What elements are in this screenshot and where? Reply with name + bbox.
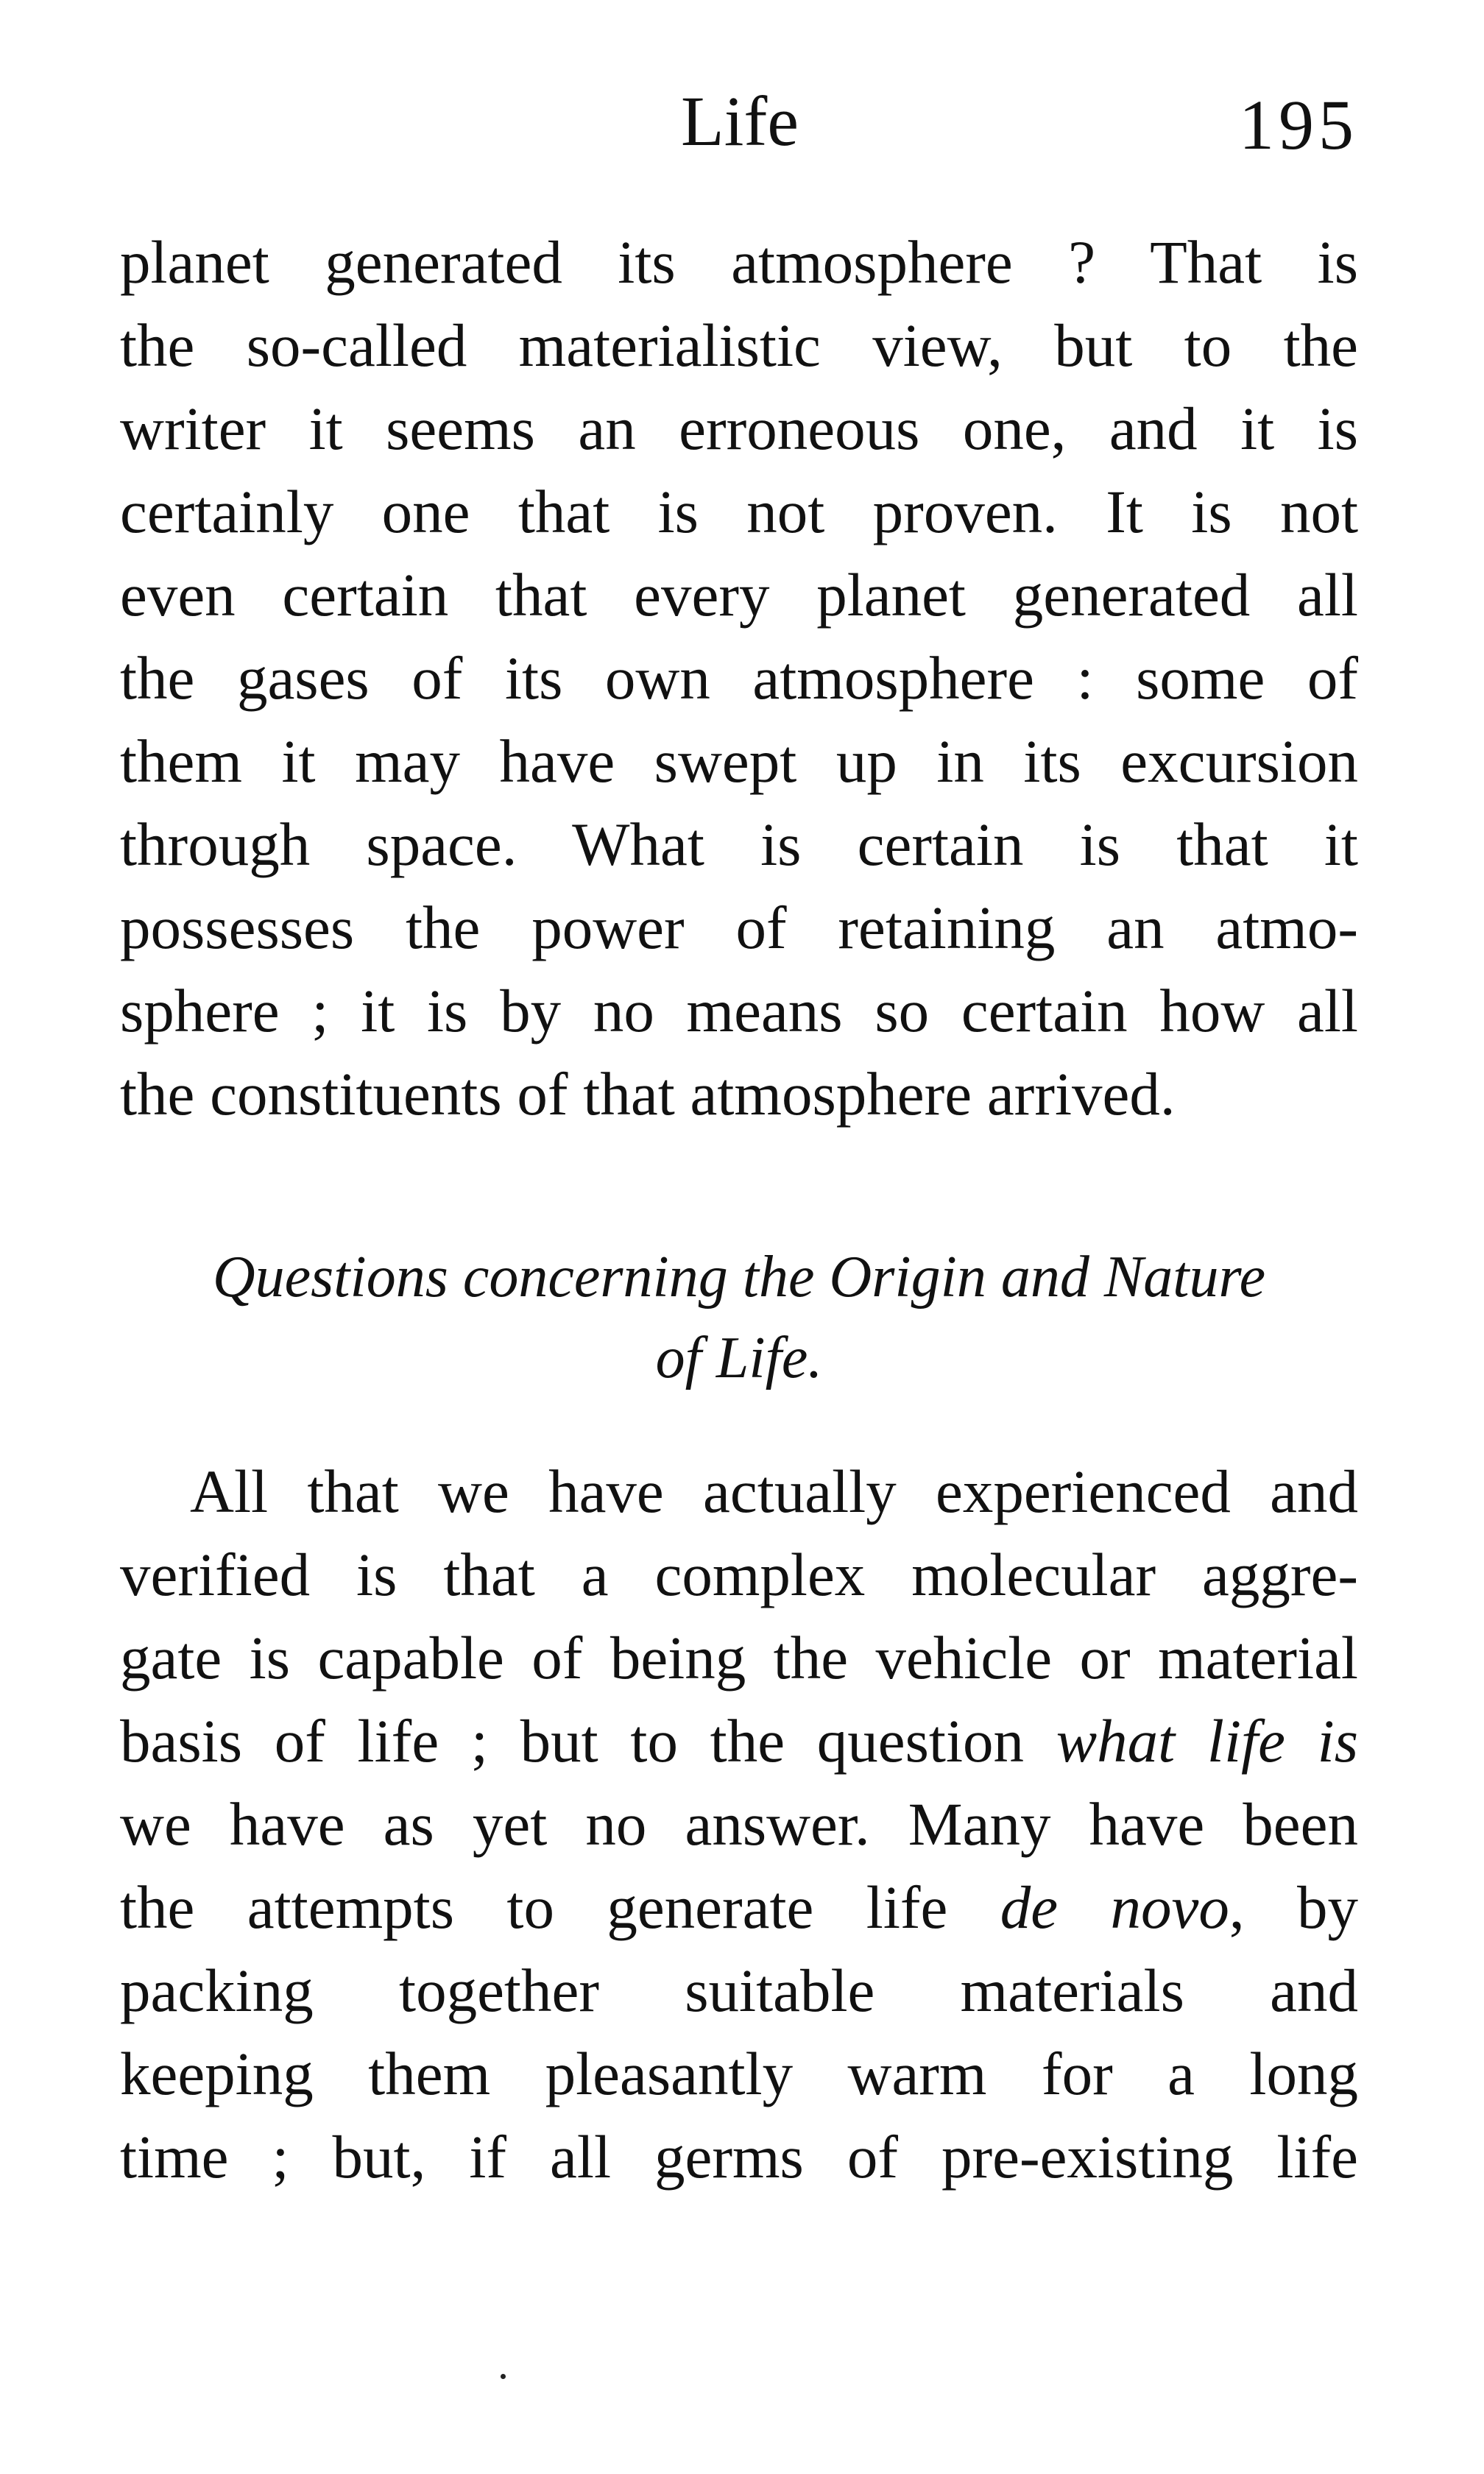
text-line: the so-called materialistic view, but to the — [120, 311, 1358, 379]
paragraph — [120, 1450, 1358, 2199]
running-title: Life — [681, 82, 799, 160]
text-line: the constituents of that atmosphere arrived. — [120, 1060, 1176, 1128]
text-line: the gases of its own atmosphere : some of — [120, 644, 1358, 712]
text-line: through space. What is certain is that it — [120, 810, 1358, 878]
text-line: certainly one that is not proven. It is not — [120, 478, 1358, 545]
text-line: possesses the power of retaining an atmo- — [120, 894, 1358, 961]
text-line: packing together suitable materials and — [120, 1957, 1358, 2024]
text-line: sphere ; it is by no means so certain how all — [120, 977, 1358, 1045]
ink-speck — [501, 2374, 506, 2379]
section-heading-line: of Life. — [655, 1326, 823, 1390]
text-line: verified is that a complex molecular aggre- — [120, 1541, 1358, 1608]
italic-phrase: de novo — [1000, 1873, 1229, 1941]
text-run: , by — [1229, 1873, 1358, 1941]
text-line: even certain that every planet generated all — [120, 561, 1358, 629]
text-line: keeping them pleasantly warm for a long — [120, 2040, 1358, 2107]
text-line: planet generated its atmosphere ? That is — [120, 228, 1358, 296]
text-line: All that we have actually experienced and — [190, 1457, 1358, 1525]
text-line — [120, 1700, 1358, 1783]
running-head — [121, 81, 1358, 162]
paragraph-continued — [120, 221, 1358, 1136]
text-run: the attempts to generate life — [120, 1873, 948, 1941]
text-line: writer it seems an erroneous one, and it is — [120, 395, 1358, 462]
text-line: time ; but, if all germs of pre-existing life — [120, 2123, 1358, 2191]
section-heading — [120, 1237, 1358, 1399]
section-heading-line: Questions concerning the Origin and Nature — [212, 1245, 1266, 1310]
text-line — [120, 1866, 1358, 1949]
page-number: 195 — [1239, 85, 1358, 164]
text-line: them it may have swept up in its excursion — [120, 727, 1358, 795]
italic-phrase: what life is — [1056, 1707, 1359, 1775]
text-line: we have as yet no answer. Many have been — [120, 1790, 1358, 1858]
text-line: gate is capable of being the vehicle or material — [120, 1624, 1358, 1692]
text-run: basis of life ; but to the question — [120, 1707, 1025, 1775]
